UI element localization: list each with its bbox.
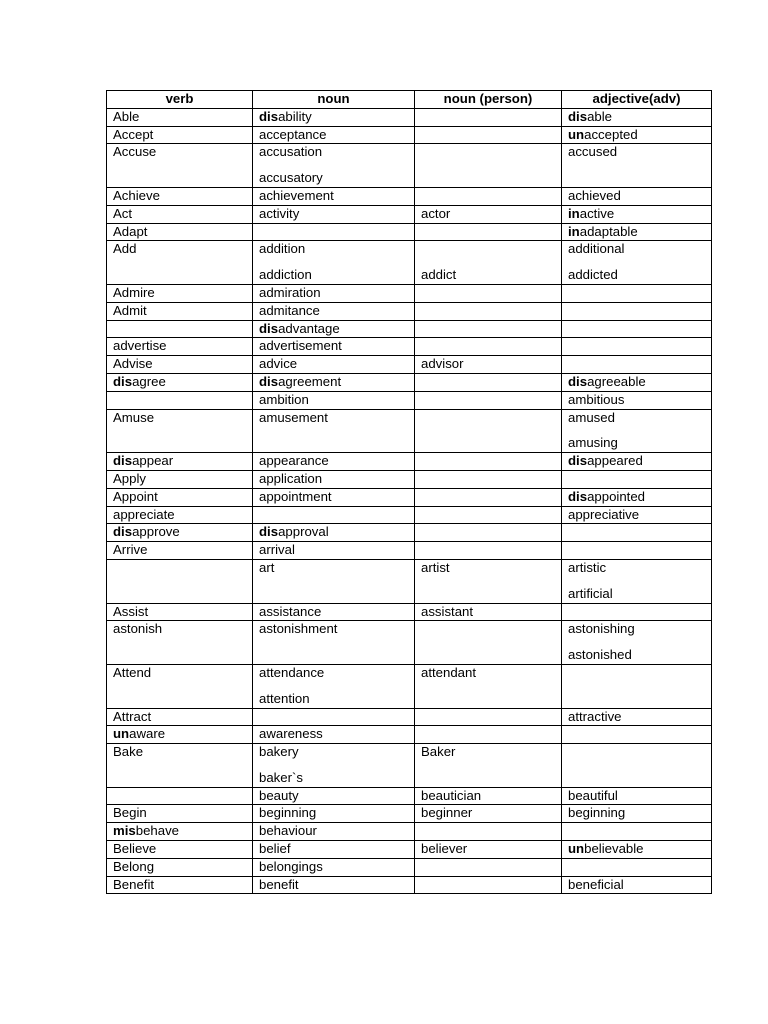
adjective-cell (562, 453, 712, 471)
cell-text: beginning (259, 805, 317, 821)
cell-text: arrival (259, 542, 295, 558)
noun-cell (253, 664, 415, 708)
cell-text: Advise (113, 356, 153, 372)
cell-text: disagree (113, 373, 166, 389)
cell-text: assistance (259, 603, 322, 619)
noun-cell (253, 621, 415, 665)
table-row (107, 144, 712, 188)
verb-cell (107, 726, 253, 744)
table-row (107, 453, 712, 471)
adjective-cell (562, 858, 712, 876)
cell-text: appearance (259, 453, 329, 469)
noun-person-cell (415, 726, 562, 744)
cell-text: advisor (421, 356, 464, 372)
cell-text: Begin (113, 805, 147, 821)
cell-text: disagreement (259, 373, 342, 389)
verb-cell (107, 841, 253, 859)
noun-cell (253, 559, 415, 603)
table-row (107, 506, 712, 524)
cell-text: benefit (259, 876, 299, 892)
cell-text: amusement (259, 409, 328, 425)
adjective-cell (562, 470, 712, 488)
verb-cell (107, 559, 253, 603)
cell-text: disability (259, 108, 312, 124)
noun-person-cell (415, 524, 562, 542)
verb-cell (107, 744, 253, 788)
cell-text: Adapt (113, 223, 148, 239)
noun-person-cell (415, 708, 562, 726)
cell-text: Accuse (113, 144, 157, 160)
header-adjective: adjective(adv) (562, 91, 712, 109)
verb-cell (107, 320, 253, 338)
noun-cell (253, 708, 415, 726)
noun-cell (253, 205, 415, 223)
cell-text: advertise (113, 338, 167, 354)
verb-cell (107, 470, 253, 488)
adjective-cell (562, 409, 712, 453)
adjective-cell (562, 284, 712, 302)
adjective-cell (562, 603, 712, 621)
cell-text: admiration (259, 284, 321, 300)
cell-text: accused (568, 144, 618, 160)
adjective-cell (562, 841, 712, 859)
table-header-row (107, 91, 712, 109)
verb-cell (107, 858, 253, 876)
adjective-cell (562, 144, 712, 188)
cell-text: Act (113, 205, 133, 221)
table-row (107, 338, 712, 356)
noun-person-cell (415, 241, 562, 285)
table-row (107, 664, 712, 708)
cell-text: attendance (259, 664, 325, 680)
adjective-cell (562, 338, 712, 356)
table-row (107, 205, 712, 223)
noun-cell (253, 108, 415, 126)
table-row (107, 841, 712, 859)
table-row (107, 542, 712, 560)
verb-cell (107, 542, 253, 560)
table-row (107, 787, 712, 805)
cell-text: art (259, 559, 275, 575)
table-row (107, 320, 712, 338)
cell-text: Attend (113, 664, 152, 680)
verb-cell (107, 603, 253, 621)
cell-text: beautician (421, 787, 482, 803)
noun-person-cell (415, 542, 562, 560)
noun-cell (253, 373, 415, 391)
verb-cell (107, 787, 253, 805)
noun-person-cell (415, 744, 562, 788)
noun-cell (253, 187, 415, 205)
noun-person-cell (415, 603, 562, 621)
noun-cell (253, 320, 415, 338)
table-row (107, 876, 712, 894)
cell-text: Add (113, 241, 137, 257)
adjective-cell (562, 373, 712, 391)
table-row (107, 823, 712, 841)
adjective-cell (562, 876, 712, 894)
cell-text: addiction (259, 267, 312, 283)
cell-text: Baker (421, 744, 456, 760)
cell-text: Admit (113, 302, 147, 318)
cell-text: beginning (568, 805, 626, 821)
adjective-cell (562, 823, 712, 841)
adjective-cell (562, 664, 712, 708)
cell-text: Admire (113, 284, 155, 300)
cell-text: appreciate (113, 506, 175, 522)
cell-text: artificial (568, 585, 613, 601)
noun-person-cell (415, 205, 562, 223)
noun-cell (253, 284, 415, 302)
adjective-cell (562, 320, 712, 338)
cell-text: attendant (421, 664, 476, 680)
adjective-cell (562, 108, 712, 126)
cell-text: Attract (113, 708, 152, 724)
cell-text: artist (421, 559, 450, 575)
cell-text: accusation (259, 144, 323, 160)
adjective-cell (562, 241, 712, 285)
verb-cell (107, 223, 253, 241)
cell-text: disadvantage (259, 320, 340, 336)
cell-text: appointment (259, 488, 332, 504)
cell-text: Amuse (113, 409, 155, 425)
cell-text: ambitious (568, 391, 625, 407)
cell-text: addition (259, 241, 306, 257)
table-row (107, 302, 712, 320)
table-row (107, 559, 712, 603)
adjective-cell (562, 187, 712, 205)
cell-text: belief (259, 841, 291, 857)
cell-text: accusatory (259, 170, 323, 186)
table-row (107, 603, 712, 621)
cell-text: beauty (259, 787, 299, 803)
noun-person-cell (415, 841, 562, 859)
noun-cell (253, 542, 415, 560)
cell-text: Achieve (113, 187, 160, 203)
cell-text: astonishing (568, 621, 635, 637)
verb-cell (107, 338, 253, 356)
noun-cell (253, 744, 415, 788)
cell-text: inactive (568, 205, 615, 221)
cell-text: Assist (113, 603, 149, 619)
noun-person-cell (415, 302, 562, 320)
table-row (107, 223, 712, 241)
noun-person-cell (415, 108, 562, 126)
verb-cell (107, 284, 253, 302)
cell-text: artistic (568, 559, 607, 575)
cell-text: astonishment (259, 621, 338, 637)
verb-cell (107, 373, 253, 391)
adjective-cell (562, 356, 712, 374)
table-row (107, 108, 712, 126)
noun-cell (253, 787, 415, 805)
noun-cell (253, 223, 415, 241)
cell-text: amusing (568, 435, 618, 451)
cell-text: inadaptable (568, 223, 638, 239)
cell-text: advice (259, 356, 298, 372)
cell-text: acceptance (259, 126, 327, 142)
noun-cell (253, 805, 415, 823)
noun-person-cell (415, 664, 562, 708)
noun-person-cell (415, 621, 562, 665)
verb-cell (107, 621, 253, 665)
cell-text: amused (568, 409, 615, 425)
verb-cell (107, 205, 253, 223)
verb-cell (107, 409, 253, 453)
cell-text: believer (421, 841, 468, 857)
cell-text: admitance (259, 302, 320, 318)
adjective-cell (562, 708, 712, 726)
noun-cell (253, 453, 415, 471)
noun-cell (253, 470, 415, 488)
verb-cell (107, 108, 253, 126)
noun-person-cell (415, 470, 562, 488)
noun-cell (253, 144, 415, 188)
noun-person-cell (415, 320, 562, 338)
header-verb: verb (107, 91, 253, 109)
verb-cell (107, 708, 253, 726)
noun-person-cell (415, 144, 562, 188)
noun-cell (253, 391, 415, 409)
verb-cell (107, 876, 253, 894)
noun-cell (253, 841, 415, 859)
table-row (107, 356, 712, 374)
cell-text: Arrive (113, 542, 148, 558)
noun-cell (253, 302, 415, 320)
cell-text: ambition (259, 391, 309, 407)
cell-text: Appoint (113, 488, 158, 504)
table-row (107, 621, 712, 665)
noun-cell (253, 726, 415, 744)
adjective-cell (562, 524, 712, 542)
noun-cell (253, 858, 415, 876)
verb-cell (107, 126, 253, 144)
cell-text: achieved (568, 187, 621, 203)
noun-person-cell (415, 126, 562, 144)
cell-text: appreciative (568, 506, 640, 522)
verb-cell (107, 488, 253, 506)
vocabulary-table (106, 90, 712, 894)
adjective-cell (562, 726, 712, 744)
noun-person-cell (415, 823, 562, 841)
table-body (107, 108, 712, 894)
noun-cell (253, 488, 415, 506)
cell-text: Able (113, 108, 140, 124)
table-row (107, 470, 712, 488)
cell-text: Benefit (113, 876, 155, 892)
cell-text: Belong (113, 858, 155, 874)
cell-text: addicted (568, 267, 618, 283)
verb-cell (107, 506, 253, 524)
cell-text: Apply (113, 470, 146, 486)
cell-text: disable (568, 108, 612, 124)
header-noun: noun (253, 91, 415, 109)
noun-person-cell (415, 284, 562, 302)
cell-text (421, 241, 425, 256)
noun-cell (253, 823, 415, 841)
cell-text: disappear (113, 453, 174, 469)
cell-text: addict (421, 267, 457, 283)
adjective-cell (562, 391, 712, 409)
cell-text: disagreeable (568, 373, 646, 389)
noun-person-cell (415, 858, 562, 876)
cell-text: bakery (259, 744, 299, 760)
adjective-cell (562, 621, 712, 665)
cell-text: Accept (113, 126, 154, 142)
cell-text: attention (259, 690, 310, 706)
noun-person-cell (415, 373, 562, 391)
cell-text: achievement (259, 187, 334, 203)
adjective-cell (562, 302, 712, 320)
table-row (107, 488, 712, 506)
verb-cell (107, 144, 253, 188)
table-row (107, 409, 712, 453)
verb-cell (107, 356, 253, 374)
cell-text: beginner (421, 805, 473, 821)
adjective-cell (562, 126, 712, 144)
cell-text: Bake (113, 744, 144, 760)
cell-text: disappeared (568, 453, 643, 469)
noun-person-cell (415, 488, 562, 506)
adjective-cell (562, 488, 712, 506)
header-noun-person: noun (person) (415, 91, 562, 109)
table-row (107, 524, 712, 542)
noun-person-cell (415, 409, 562, 453)
cell-text: beautiful (568, 787, 618, 803)
noun-person-cell (415, 787, 562, 805)
verb-cell (107, 823, 253, 841)
adjective-cell (562, 542, 712, 560)
noun-cell (253, 409, 415, 453)
cell-text: attractive (568, 708, 622, 724)
adjective-cell (562, 506, 712, 524)
table-row (107, 241, 712, 285)
adjective-cell (562, 223, 712, 241)
noun-cell (253, 338, 415, 356)
cell-text: awareness (259, 726, 323, 742)
table-row (107, 708, 712, 726)
noun-cell (253, 524, 415, 542)
cell-text: activity (259, 205, 300, 221)
noun-cell (253, 356, 415, 374)
cell-text: unaware (113, 726, 166, 742)
noun-person-cell (415, 356, 562, 374)
verb-cell (107, 664, 253, 708)
cell-text: assistant (421, 603, 474, 619)
adjective-cell (562, 805, 712, 823)
noun-person-cell (415, 223, 562, 241)
noun-cell (253, 603, 415, 621)
cell-text: behaviour (259, 823, 317, 839)
cell-text: disapproval (259, 524, 329, 540)
verb-cell (107, 805, 253, 823)
verb-cell (107, 187, 253, 205)
noun-person-cell (415, 506, 562, 524)
noun-person-cell (415, 559, 562, 603)
cell-text: disapprove (113, 524, 180, 540)
verb-cell (107, 391, 253, 409)
table-row (107, 858, 712, 876)
table-row (107, 391, 712, 409)
table-row (107, 187, 712, 205)
cell-text: unaccepted (568, 126, 638, 142)
cell-text: Believe (113, 841, 157, 857)
verb-cell (107, 524, 253, 542)
adjective-cell (562, 205, 712, 223)
noun-cell (253, 876, 415, 894)
cell-text: actor (421, 205, 451, 221)
cell-text: beneficial (568, 876, 624, 892)
noun-person-cell (415, 338, 562, 356)
table-row (107, 744, 712, 788)
verb-cell (107, 302, 253, 320)
noun-cell (253, 506, 415, 524)
cell-text: application (259, 470, 323, 486)
cell-text: additional (568, 241, 625, 257)
verb-cell (107, 453, 253, 471)
noun-cell (253, 126, 415, 144)
noun-person-cell (415, 453, 562, 471)
cell-text: unbelievable (568, 841, 644, 857)
table-row (107, 373, 712, 391)
table-row (107, 726, 712, 744)
cell-text: advertisement (259, 338, 342, 354)
noun-person-cell (415, 876, 562, 894)
noun-person-cell (415, 187, 562, 205)
cell-text: astonished (568, 647, 632, 663)
cell-text: misbehave (113, 823, 179, 839)
cell-text: disappointed (568, 488, 645, 504)
table-row (107, 805, 712, 823)
table-row (107, 284, 712, 302)
cell-text: belongings (259, 858, 323, 874)
table-row (107, 126, 712, 144)
adjective-cell (562, 787, 712, 805)
adjective-cell (562, 559, 712, 603)
noun-cell (253, 241, 415, 285)
noun-person-cell (415, 805, 562, 823)
noun-person-cell (415, 391, 562, 409)
cell-text: astonish (113, 621, 163, 637)
cell-text: baker`s (259, 769, 303, 785)
adjective-cell (562, 744, 712, 788)
verb-cell (107, 241, 253, 285)
